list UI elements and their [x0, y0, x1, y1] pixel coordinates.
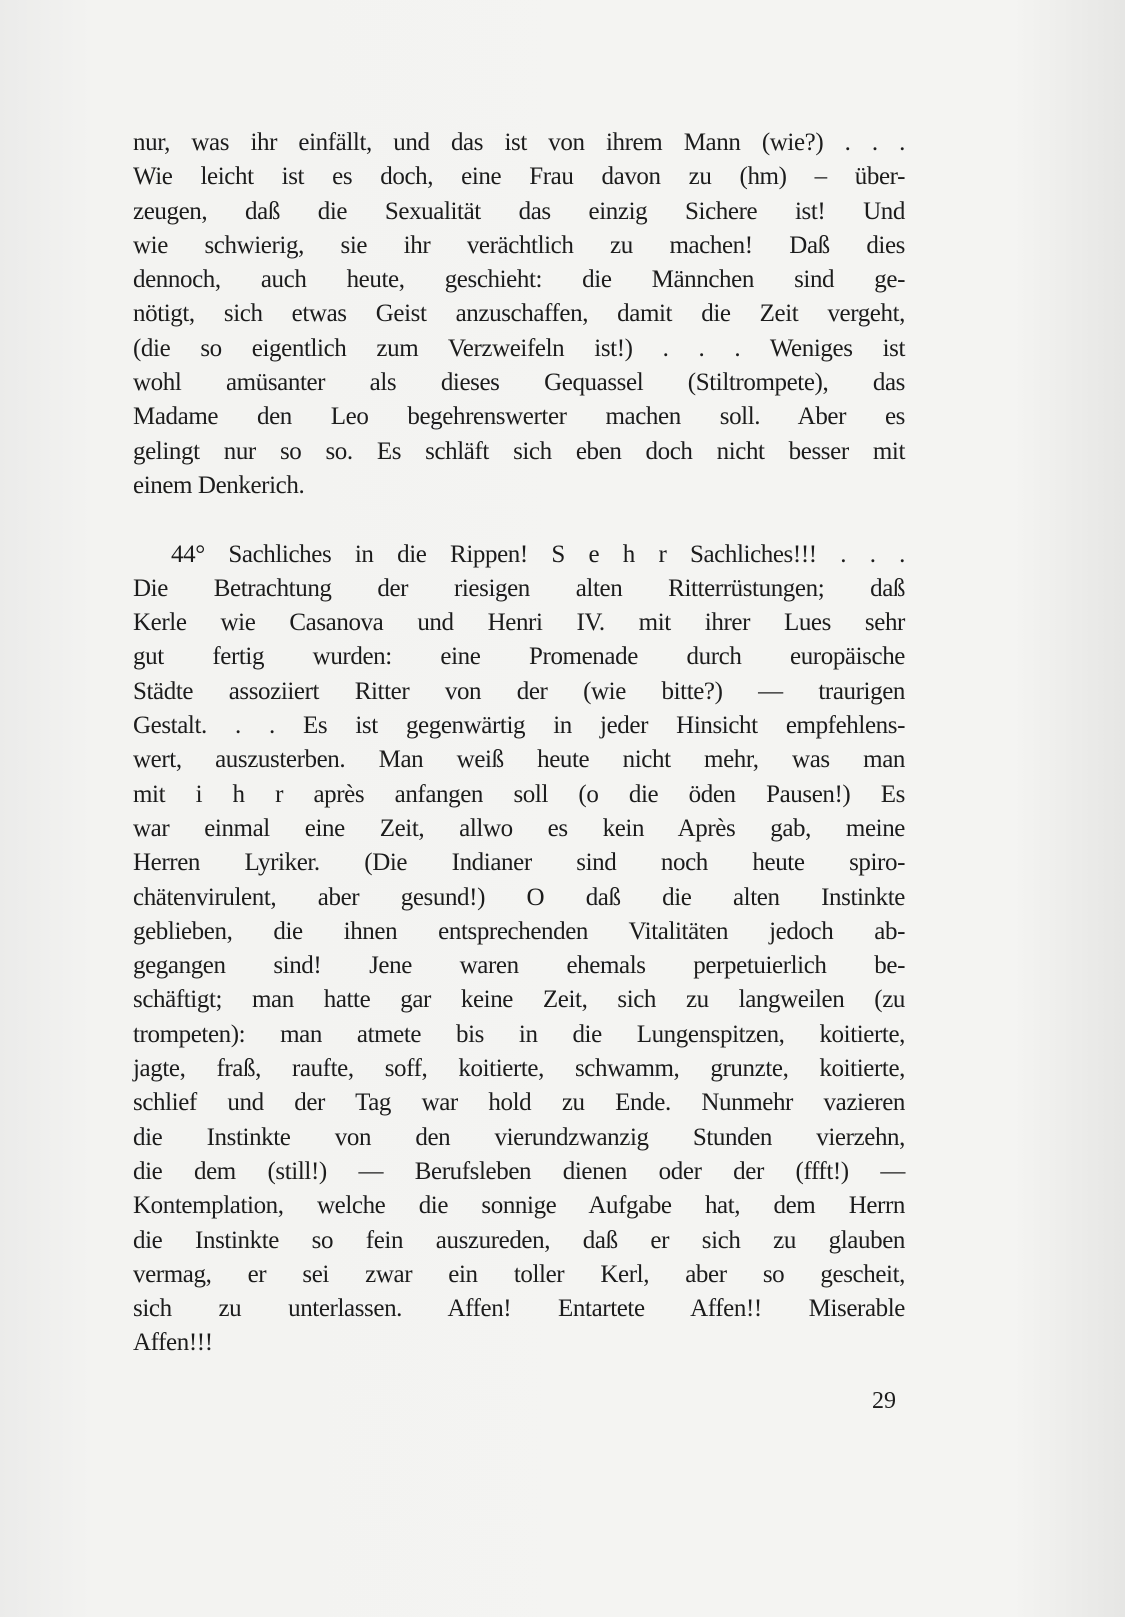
text-line: Herren Lyriker. (Die Indianer sind noch heute spiro-: [133, 849, 905, 877]
text-line: dennoch, auch heute, geschieht: die Männchen sind ge-: [133, 266, 905, 294]
text-line: nur, was ihr einfällt, und das ist von ihrem Mann (wie?) . . .: [133, 129, 905, 156]
text-line: schäftigt; man hatte gar keine Zeit, sich zu langweilen (zu: [133, 986, 905, 1014]
text-line: die Instinkte so fein auszureden, daß er sich zu glauben: [133, 1226, 905, 1254]
text-line: war einmal eine Zeit, allwo es kein Après gab, meine: [133, 814, 905, 842]
text-line: einem Denkerich.: [133, 471, 305, 499]
text-line: Madame den Leo begehrenswerter machen soll. Aber es: [133, 403, 905, 431]
text-line: trompeten): man atmete bis in die Lungenspitzen, koitierte,: [133, 1020, 905, 1048]
text-line: wert, auszusterben. Man weiß heute nicht mehr, was man: [133, 746, 905, 774]
text-line: schlief und der Tag war hold zu Ende. Nunmehr vazieren: [133, 1089, 905, 1117]
text-line: chätenvirulent, aber gesund!) O daß die alten Instinkte: [133, 883, 905, 911]
text-line: Affen!!!: [133, 1329, 213, 1357]
text-line: wie schwierig, sie ihr verächtlich zu machen! Daß dies: [133, 231, 905, 259]
text-line: Wie leicht ist es doch, eine Frau davon zu (hm) – über-: [133, 163, 905, 191]
text-line: Die Betrachtung der riesigen alten Ritterrüstungen; daß: [133, 574, 905, 602]
text-line: 44° Sachliches in die Rippen! S e h r Sachliches!!! . . .: [171, 540, 905, 568]
body-text: [133, 126, 905, 1361]
text-line: (die so eigentlich zum Verzweifeln ist!) . . . Weniges ist: [133, 334, 905, 362]
text-line: vermag, er sei zwar ein toller Kerl, aber so gescheit,: [133, 1260, 905, 1288]
text-line: Kontemplation, welche die sonnige Aufgabe hat, dem Herrn: [133, 1192, 905, 1220]
text-line: Städte assoziiert Ritter von der (wie bitte?) — traurigen: [133, 677, 905, 705]
paragraph-44: [133, 538, 905, 1361]
text-line: die Instinkte von den vierundzwanzig Stunden vierzehn,: [133, 1123, 905, 1151]
paragraph-1: [133, 126, 905, 503]
page-number: 29: [872, 1388, 896, 1414]
text-line: geblieben, die ihnen entsprechenden Vitalitäten jedoch ab-: [133, 917, 905, 945]
text-line: sich zu unterlassen. Affen! Entartete Affen!! Miserable: [133, 1295, 905, 1323]
text-line: die dem (still!) — Berufsleben dienen oder der (ffft!) —: [133, 1157, 905, 1185]
text-line: mit i h r après anfangen soll (o die öden Pausen!) Es: [133, 780, 905, 808]
text-line: gelingt nur so so. Es schläft sich eben doch nicht besser mit: [133, 437, 905, 465]
text-line: jagte, fraß, raufte, soff, koitierte, schwamm, grunzte, koitierte,: [133, 1055, 905, 1083]
text-line: wohl amüsanter als dieses Gequassel (Stiltrompete), das: [133, 369, 905, 397]
text-line: gut fertig wurden: eine Promenade durch europäische: [133, 643, 905, 671]
text-line: nötigt, sich etwas Geist anzuschaffen, damit die Zeit vergeht,: [133, 300, 905, 328]
paragraph-gap: [133, 503, 905, 537]
text-line: zeugen, daß die Sexualität das einzig Sichere ist! Und: [133, 197, 905, 225]
text-line: gegangen sind! Jene waren ehemals perpetuierlich be-: [133, 952, 905, 980]
text-line: Gestalt. . . Es ist gegenwärtig in jeder Hinsicht empfehlens-: [133, 712, 905, 740]
text-line: Kerle wie Casanova und Henri IV. mit ihrer Lues sehr: [133, 609, 905, 637]
